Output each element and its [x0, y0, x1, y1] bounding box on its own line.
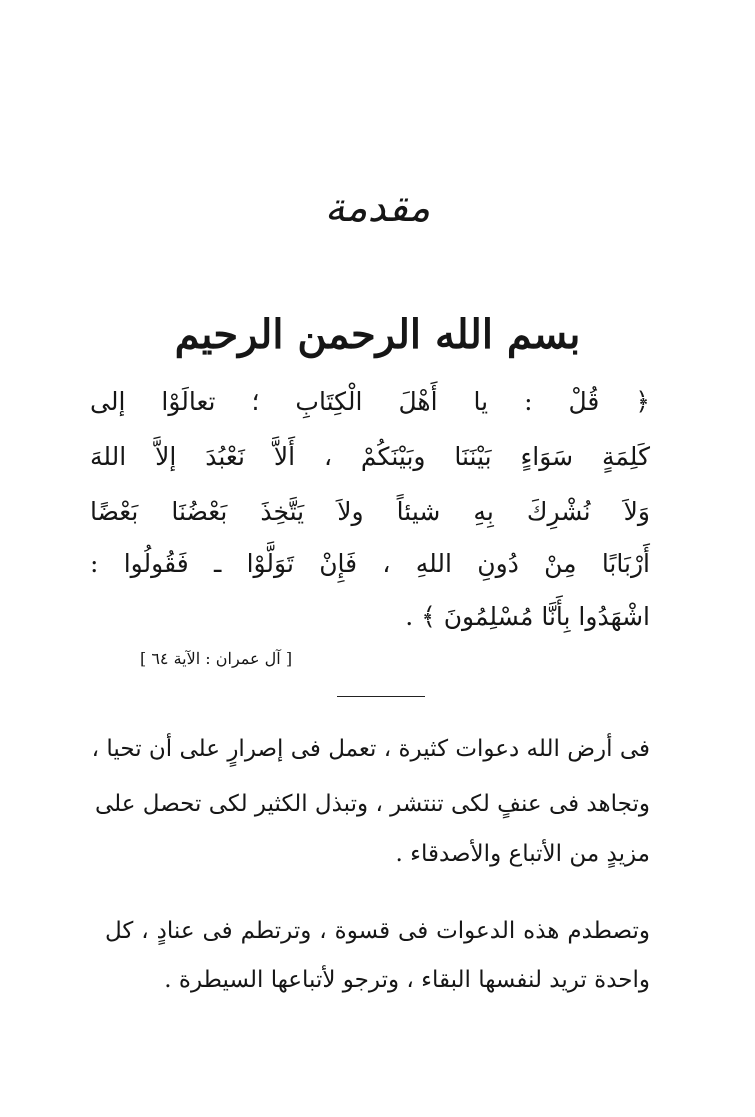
- verse-line: أَرْبَابًا مِنْ دُونِ اللهِ ، فَإِنْ تَوَلَّوْا ـ فَقُولُوا :: [90, 549, 650, 578]
- paragraph-line: واحدة تريد لنفسها البقاء ، وترجو لأتباعها السيطرة .: [164, 967, 650, 993]
- verse-line: اشْهَدُوا بِأَنَّا مُسْلِمُونَ ﴾ .: [405, 602, 650, 631]
- paragraph-line: وتصطدم هذه الدعوات فى قسوة ، وترتطم فى عنادٍ ، كل: [105, 918, 650, 944]
- verse-citation: [ آل عمران : الآية ٦٤ ]: [140, 649, 293, 668]
- page-heading: مقدمة: [324, 185, 431, 231]
- verse-line: وَلاَ نُشْرِكَ بِهِ شيئاً ولاَ يَتَّخِذَ بَعْضُنَا بَعْضًا: [90, 497, 650, 526]
- verse-line: كَلِمَةٍ سَوَاءٍ بَيْنَنَا وبَيْنَكُمْ ، أَلاَّ نَعْبُدَ إلاَّ اللهَ: [90, 442, 650, 471]
- verse-line: ﴿ قُلْ : يا أَهْلَ الْكِتَابِ ؛ تعالَوْا إلى: [90, 387, 650, 416]
- paragraph-line: فى أرض الله دعوات كثيرة ، تعمل فى إصرارٍ على أن تحيا ،: [91, 736, 650, 762]
- section-divider: [337, 696, 425, 697]
- basmala: بسم الله الرحمن الرحيم: [174, 311, 581, 358]
- paragraph-line: وتجاهد فى عنفٍ لكى تنتشر ، وتبذل الكثير لكى تحصل على: [94, 791, 650, 817]
- paragraph-line: مزيدٍ من الأتباع والأصدقاء .: [395, 841, 650, 867]
